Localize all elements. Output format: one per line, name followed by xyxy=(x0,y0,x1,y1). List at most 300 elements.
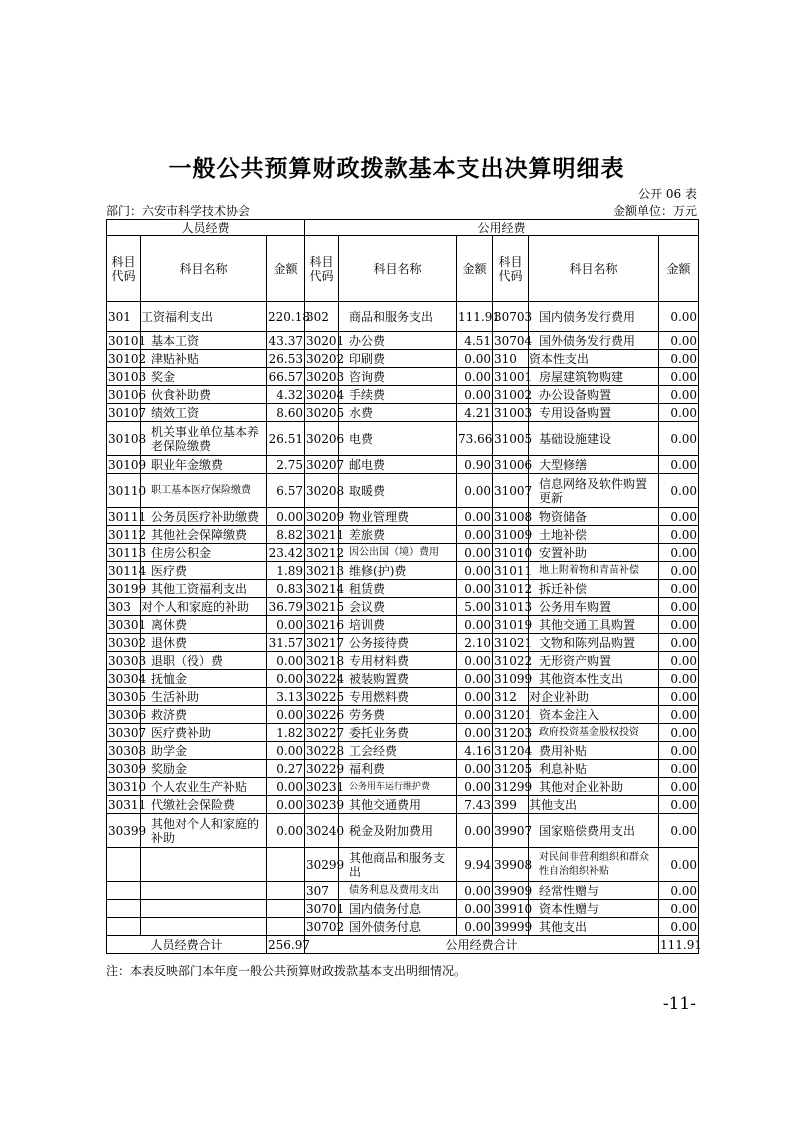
public-code: 30226 xyxy=(306,707,345,722)
table-row xyxy=(107,404,699,422)
capital-name: 资本性支出 xyxy=(529,350,659,368)
public-name: 劳务费 xyxy=(339,706,457,724)
table-row xyxy=(107,422,699,456)
capital-code: 31011 xyxy=(494,563,533,578)
table-row xyxy=(107,848,699,882)
capital-amount: 0.00 xyxy=(659,724,699,742)
personnel-name xyxy=(141,882,267,900)
public-code: 30207 xyxy=(306,457,345,472)
public-amount: 0.00 xyxy=(457,882,493,900)
public-amount: 7.43 xyxy=(457,796,493,814)
page-number: -11- xyxy=(662,994,696,1014)
public-amount: 0.00 xyxy=(457,724,493,742)
capital-name: 国内债务发行费用 xyxy=(529,302,659,332)
personnel-name: 伙食补助费 xyxy=(141,386,267,404)
table-row xyxy=(107,386,699,404)
personnel-code: 30113 xyxy=(108,545,147,560)
capital-code: 31006 xyxy=(494,457,533,472)
capital-name: 资本金注入 xyxy=(529,706,659,724)
capital-name: 办公设备购置 xyxy=(529,386,659,404)
public-name: 印刷费 xyxy=(339,350,457,368)
public-name: 其他商品和服务支出 xyxy=(339,848,457,882)
department-label: 部门：六安市科学技术协会 xyxy=(106,204,251,218)
personnel-amount: 0.00 xyxy=(267,814,305,848)
personnel-amount: 1.82 xyxy=(267,724,305,742)
expenditure-table xyxy=(106,219,703,954)
public-code: 30227 xyxy=(306,725,345,740)
public-amount: 73.66 xyxy=(457,422,493,456)
capital-code-header: 科目代码 xyxy=(493,236,529,302)
table-row xyxy=(107,474,699,508)
personnel-name: 绩效工资 xyxy=(141,404,267,422)
capital-name: 经常性赠与 xyxy=(529,882,659,900)
public-total-value: 111.91 xyxy=(660,937,703,952)
personnel-name: 抚恤金 xyxy=(141,670,267,688)
personnel-code: 301 xyxy=(107,302,141,332)
capital-name: 利息补贴 xyxy=(529,760,659,778)
personnel-name: 职工基本医疗保险缴费 xyxy=(141,474,267,508)
public-amount: 0.00 xyxy=(457,526,493,544)
table-row xyxy=(107,616,699,634)
personnel-section-header: 人员经费 xyxy=(107,220,305,236)
public-name: 差旅费 xyxy=(339,526,457,544)
capital-name: 费用补贴 xyxy=(529,742,659,760)
capital-name: 政府投资基金股权投资 xyxy=(529,724,659,742)
table-row xyxy=(107,882,699,900)
personnel-name: 救济费 xyxy=(141,706,267,724)
personnel-amount: 0.00 xyxy=(267,742,305,760)
personnel-name: 退休费 xyxy=(141,634,267,652)
capital-code: 312 xyxy=(493,688,529,706)
public-name: 其他交通费用 xyxy=(339,796,457,814)
capital-amount: 0.00 xyxy=(659,580,699,598)
public-amount: 5.00 xyxy=(457,598,493,616)
personnel-amount: 0.00 xyxy=(267,778,305,796)
public-code: 30206 xyxy=(305,422,339,456)
capital-amount: 0.00 xyxy=(659,814,699,848)
table-row xyxy=(107,670,699,688)
form-number: 公开 06 表 xyxy=(638,187,697,201)
public-section-header: 公用经费 xyxy=(305,220,699,236)
table-row xyxy=(107,598,699,616)
table-row xyxy=(107,562,699,580)
personnel-name: 其他工资福利支出 xyxy=(141,580,267,598)
table-row xyxy=(107,652,699,670)
public-name: 工会经费 xyxy=(339,742,457,760)
public-amount: 0.00 xyxy=(457,652,493,670)
table-row xyxy=(107,332,699,350)
table-row xyxy=(107,742,699,760)
public-amount-header: 金额 xyxy=(457,236,493,302)
capital-amount: 0.00 xyxy=(659,796,699,814)
capital-code: 31022 xyxy=(494,653,533,668)
personnel-code: 303 xyxy=(107,598,141,616)
personnel-code: 30199 xyxy=(108,581,147,596)
public-code: 30212 xyxy=(306,545,345,560)
capital-amount: 0.00 xyxy=(659,634,699,652)
public-amount: 0.00 xyxy=(457,760,493,778)
personnel-code: 30102 xyxy=(108,351,147,366)
public-code: 30216 xyxy=(306,617,345,632)
capital-name: 对民间非营利组织和群众性自治组织补贴 xyxy=(529,848,659,882)
public-name: 办公费 xyxy=(339,332,457,350)
personnel-name: 其他社会保障缴费 xyxy=(141,526,267,544)
capital-code: 30704 xyxy=(494,333,533,348)
public-amount: 0.00 xyxy=(457,706,493,724)
public-amount: 111.91 xyxy=(457,302,493,332)
personnel-code: 30308 xyxy=(108,743,147,758)
personnel-amount: 8.82 xyxy=(267,526,305,544)
personnel-code: 30108 xyxy=(107,422,141,456)
capital-name: 专用设备购置 xyxy=(529,404,659,422)
public-name: 培训费 xyxy=(339,616,457,634)
table-row xyxy=(107,900,699,918)
public-name: 国外债务付息 xyxy=(339,918,457,936)
table-row xyxy=(107,508,699,526)
table-row xyxy=(107,796,699,814)
personnel-name: 退职（役）费 xyxy=(141,652,267,670)
personnel-amount: 1.89 xyxy=(267,562,305,580)
capital-code: 31012 xyxy=(494,581,533,596)
public-name-header: 科目名称 xyxy=(339,236,457,302)
personnel-amount: 0.00 xyxy=(267,652,305,670)
personnel-code: 30309 xyxy=(108,761,147,776)
capital-code: 31021 xyxy=(494,635,533,650)
public-code: 30204 xyxy=(306,387,345,402)
personnel-amount: 0.00 xyxy=(267,670,305,688)
personnel-name: 代缴社会保险费 xyxy=(141,796,267,814)
public-name: 公务接待费 xyxy=(339,634,457,652)
capital-code: 31019 xyxy=(494,617,533,632)
personnel-amount: 6.57 xyxy=(267,474,305,508)
capital-code: 39907 xyxy=(493,814,529,848)
personnel-code: 30303 xyxy=(108,653,147,668)
public-amount: 9.94 xyxy=(457,848,493,882)
table-row xyxy=(107,544,699,562)
public-name: 水费 xyxy=(339,404,457,422)
table-row xyxy=(107,760,699,778)
capital-name: 基础设施建设 xyxy=(529,422,659,456)
personnel-name: 个人农业生产补贴 xyxy=(141,778,267,796)
personnel-amount: 0.00 xyxy=(267,796,305,814)
personnel-name: 离休费 xyxy=(141,616,267,634)
table-row xyxy=(107,634,699,652)
capital-code: 30703 xyxy=(493,302,529,332)
personnel-amount xyxy=(267,918,305,936)
personnel-amount: 0.00 xyxy=(267,616,305,634)
capital-amount: 0.00 xyxy=(659,760,699,778)
public-total-label: 公用经费合计 xyxy=(305,936,659,954)
capital-amount: 0.00 xyxy=(659,778,699,796)
personnel-code: 30307 xyxy=(108,725,147,740)
personnel-amount-header: 金额 xyxy=(267,236,305,302)
personnel-code: 30311 xyxy=(108,797,147,812)
public-code: 30239 xyxy=(306,797,345,812)
table-row xyxy=(107,526,699,544)
public-amount: 2.10 xyxy=(457,634,493,652)
table-row xyxy=(107,580,699,598)
capital-amount: 0.00 xyxy=(659,404,699,422)
capital-code: 39909 xyxy=(494,883,533,898)
personnel-name: 奖励金 xyxy=(141,760,267,778)
capital-name: 其他资本性支出 xyxy=(529,670,659,688)
personnel-amount: 26.53 xyxy=(267,350,305,368)
personnel-amount: 0.00 xyxy=(267,706,305,724)
capital-name: 其他支出 xyxy=(529,796,659,814)
personnel-name: 医疗费补助 xyxy=(141,724,267,742)
public-name: 被装购置费 xyxy=(339,670,457,688)
public-code: 307 xyxy=(305,882,339,900)
public-name: 国内债务付息 xyxy=(339,900,457,918)
capital-name: 其他交通工具购置 xyxy=(529,616,659,634)
public-amount: 0.00 xyxy=(457,474,493,508)
public-code: 30228 xyxy=(306,743,345,758)
table-row xyxy=(107,350,699,368)
public-code: 30211 xyxy=(306,527,345,542)
public-name: 取暖费 xyxy=(339,474,457,508)
table-row xyxy=(107,706,699,724)
capital-code: 31201 xyxy=(494,707,533,722)
personnel-amount: 0.00 xyxy=(267,508,305,526)
personnel-name: 生活补助 xyxy=(141,688,267,706)
public-code: 30208 xyxy=(305,474,339,508)
personnel-amount: 66.57 xyxy=(267,368,305,386)
personnel-code-header: 科目代码 xyxy=(107,236,141,302)
capital-code: 39908 xyxy=(493,848,529,882)
public-name: 手续费 xyxy=(339,386,457,404)
personnel-code: 30302 xyxy=(108,635,147,650)
personnel-amount: 26.51 xyxy=(267,422,305,456)
capital-name: 安置补助 xyxy=(529,544,659,562)
capital-code: 31009 xyxy=(494,527,533,542)
capital-amount: 0.00 xyxy=(659,386,699,404)
capital-name: 其他对企业补助 xyxy=(529,778,659,796)
personnel-code: 30305 xyxy=(108,689,147,704)
capital-amount: 0.00 xyxy=(659,544,699,562)
personnel-name: 津贴补贴 xyxy=(141,350,267,368)
capital-code: 31002 xyxy=(494,387,533,402)
personnel-name xyxy=(141,900,267,918)
public-code-header: 科目代码 xyxy=(305,236,339,302)
public-code: 30229 xyxy=(306,761,345,776)
capital-amount: 0.00 xyxy=(659,848,699,882)
public-code: 302 xyxy=(305,302,339,332)
public-amount: 0.00 xyxy=(457,508,493,526)
public-code: 30231 xyxy=(306,779,345,794)
public-amount: 4.21 xyxy=(457,404,493,422)
personnel-name: 住房公积金 xyxy=(141,544,267,562)
personnel-amount: 8.60 xyxy=(267,404,305,422)
personnel-name: 奖金 xyxy=(141,368,267,386)
table-row xyxy=(107,456,699,474)
public-amount: 0.00 xyxy=(457,544,493,562)
personnel-name: 助学金 xyxy=(141,742,267,760)
public-amount: 4.51 xyxy=(457,332,493,350)
capital-code: 31001 xyxy=(494,369,533,384)
table-row xyxy=(107,368,699,386)
personnel-name: 职业年金缴费 xyxy=(141,456,267,474)
personnel-code: 30114 xyxy=(108,563,147,578)
personnel-code: 30111 xyxy=(108,509,147,524)
public-name: 租赁费 xyxy=(339,580,457,598)
page-title: 一般公共预算财政拨款基本支出决算明细表 xyxy=(168,155,625,182)
personnel-name: 公务员医疗补助缴费 xyxy=(141,508,267,526)
capital-amount: 0.00 xyxy=(659,652,699,670)
personnel-name xyxy=(141,918,267,936)
public-amount: 0.00 xyxy=(457,350,493,368)
personnel-total-value: 256.97 xyxy=(268,937,310,952)
public-amount: 0.00 xyxy=(457,688,493,706)
public-code: 30225 xyxy=(306,689,345,704)
capital-amount: 0.00 xyxy=(659,670,699,688)
capital-code: 39910 xyxy=(494,901,533,916)
personnel-code: 30399 xyxy=(107,814,141,848)
personnel-code xyxy=(107,882,141,900)
personnel-name: 其他对个人和家庭的补助 xyxy=(141,814,267,848)
public-amount: 0.00 xyxy=(457,778,493,796)
personnel-code xyxy=(107,848,141,882)
public-amount: 0.00 xyxy=(457,562,493,580)
capital-name: 地上附着物和青苗补偿 xyxy=(529,562,659,580)
capital-code: 31003 xyxy=(494,405,533,420)
capital-amount: 0.00 xyxy=(659,688,699,706)
public-code: 30218 xyxy=(306,653,345,668)
capital-code: 31204 xyxy=(494,743,533,758)
capital-amount: 0.00 xyxy=(659,474,699,508)
public-name: 商品和服务支出 xyxy=(339,302,457,332)
capital-name: 对企业补助 xyxy=(529,688,659,706)
public-code: 30203 xyxy=(306,369,345,384)
capital-name: 公务用车购置 xyxy=(529,598,659,616)
personnel-code xyxy=(107,918,141,936)
public-amount: 0.00 xyxy=(457,670,493,688)
capital-amount: 0.00 xyxy=(659,598,699,616)
personnel-name: 机关事业单位基本养老保险缴费 xyxy=(141,422,267,456)
personnel-code: 30109 xyxy=(108,457,147,472)
personnel-amount: 2.75 xyxy=(267,456,305,474)
capital-code: 310 xyxy=(493,350,529,368)
capital-name: 其他支出 xyxy=(529,918,659,936)
public-name: 福利费 xyxy=(339,760,457,778)
personnel-amount: 23.42 xyxy=(267,544,305,562)
personnel-name xyxy=(141,848,267,882)
personnel-code: 30101 xyxy=(108,333,147,348)
capital-code: 39999 xyxy=(494,919,533,934)
capital-name: 物资储备 xyxy=(529,508,659,526)
capital-code: 31203 xyxy=(494,725,533,740)
public-name: 电费 xyxy=(339,422,457,456)
personnel-name: 医疗费 xyxy=(141,562,267,580)
personnel-total-label: 人员经费合计 xyxy=(107,936,267,954)
personnel-code: 30301 xyxy=(108,617,147,632)
table-row xyxy=(107,688,699,706)
capital-name: 大型修缮 xyxy=(529,456,659,474)
public-code: 30201 xyxy=(306,333,345,348)
table-row xyxy=(107,302,699,332)
public-amount: 0.90 xyxy=(457,456,493,474)
personnel-name: 工资福利支出 xyxy=(141,302,267,332)
public-code: 30240 xyxy=(305,814,339,848)
personnel-amount: 0.83 xyxy=(267,580,305,598)
public-code: 30702 xyxy=(306,919,345,934)
public-amount: 0.00 xyxy=(457,368,493,386)
public-name: 咨询费 xyxy=(339,368,457,386)
capital-amount: 0.00 xyxy=(659,302,699,332)
capital-name: 文物和陈列品购置 xyxy=(529,634,659,652)
capital-amount: 0.00 xyxy=(659,332,699,350)
capital-amount: 0.00 xyxy=(659,900,699,918)
personnel-amount: 4.32 xyxy=(267,386,305,404)
personnel-code: 30112 xyxy=(108,527,147,542)
table-row xyxy=(107,778,699,796)
capital-name: 拆迁补偿 xyxy=(529,580,659,598)
personnel-code: 30310 xyxy=(108,779,147,794)
public-amount: 0.00 xyxy=(457,616,493,634)
table-note: 注：本表反映部门本年度一般公共预算财政拨款基本支出明细情况。 xyxy=(106,964,467,978)
personnel-amount xyxy=(267,900,305,918)
capital-amount: 0.00 xyxy=(659,508,699,526)
capital-amount: 0.00 xyxy=(659,350,699,368)
capital-amount: 0.00 xyxy=(659,742,699,760)
public-name: 专用燃料费 xyxy=(339,688,457,706)
capital-name: 资本性赠与 xyxy=(529,900,659,918)
capital-name: 信息网络及软件购置更新 xyxy=(529,474,659,508)
capital-amount: 0.00 xyxy=(659,456,699,474)
public-name: 公务用车运行维护费 xyxy=(339,778,457,796)
capital-code: 31099 xyxy=(494,671,533,686)
public-amount: 0.00 xyxy=(457,814,493,848)
amount-unit-label: 金额单位：万元 xyxy=(612,204,697,218)
capital-amount: 0.00 xyxy=(659,706,699,724)
personnel-amount: 43.37 xyxy=(267,332,305,350)
public-code: 30299 xyxy=(305,848,339,882)
capital-code: 31205 xyxy=(494,761,533,776)
capital-amount-header: 金额 xyxy=(659,236,699,302)
public-name: 物业管理费 xyxy=(339,508,457,526)
capital-amount: 0.00 xyxy=(659,918,699,936)
personnel-amount: 220.18 xyxy=(267,302,305,332)
public-code: 30217 xyxy=(306,635,345,650)
public-name: 维修(护)费 xyxy=(339,562,457,580)
capital-amount: 0.00 xyxy=(659,526,699,544)
personnel-amount: 0.27 xyxy=(267,760,305,778)
capital-amount: 0.00 xyxy=(659,422,699,456)
personnel-amount xyxy=(267,882,305,900)
capital-code: 31007 xyxy=(493,474,529,508)
public-amount: 0.00 xyxy=(457,580,493,598)
personnel-name-header: 科目名称 xyxy=(141,236,267,302)
capital-code: 31299 xyxy=(494,779,533,794)
personnel-code: 30110 xyxy=(107,474,141,508)
personnel-code: 30107 xyxy=(108,405,147,420)
public-code: 30215 xyxy=(306,599,345,614)
capital-code: 31008 xyxy=(494,509,533,524)
public-code: 30202 xyxy=(306,351,345,366)
table-row xyxy=(107,918,699,936)
public-code: 30213 xyxy=(306,563,345,578)
public-name: 债务利息及费用支出 xyxy=(339,882,457,900)
capital-name: 国家赔偿费用支出 xyxy=(529,814,659,848)
public-name: 邮电费 xyxy=(339,456,457,474)
personnel-code: 30106 xyxy=(108,387,147,402)
personnel-name: 对个人和家庭的补助 xyxy=(141,598,267,616)
capital-code: 31010 xyxy=(494,545,533,560)
public-code: 30224 xyxy=(306,671,345,686)
personnel-amount: 36.79 xyxy=(267,598,305,616)
capital-code: 31005 xyxy=(493,422,529,456)
public-name: 因公出国（境）费用 xyxy=(339,544,457,562)
public-amount: 4.16 xyxy=(457,742,493,760)
